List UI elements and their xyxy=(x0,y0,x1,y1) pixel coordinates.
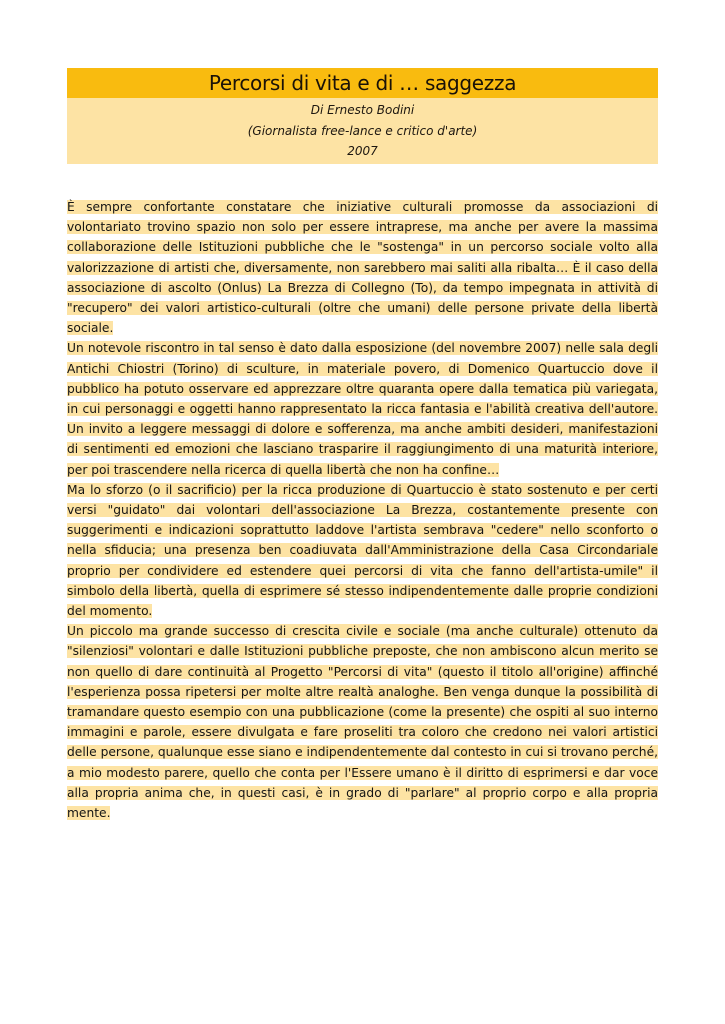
author-line: Di Ernesto Bodini xyxy=(310,103,415,117)
paragraph-text: Un notevole riscontro in tal senso è dato dalla esposizione (del novembre 2007) nelle sala degli Antichi Chiostri (Torino) di sculture, in materiale povero, di Domenico Quartuccio dove il pubblico ha potuto osservare ed apprezzare oltre quaranta opere dalla tematica più variegata, in cui personaggi e oggetti hanno rappresentato la ricca fantasia e l'abilità creativa dell'autore. Un invito a leggere messaggi di dolore e sofferenza, ma anche ambiti desideri, manifestazioni di sentimenti ed emozioni che lasciano trasparire il raggiungimento di una maturità interiore, per poi trascendere nella ricerca di quella libertà che non ha confine… xyxy=(67,341,658,477)
article-header xyxy=(67,68,658,164)
paragraph xyxy=(67,338,658,479)
paragraph-text: È sempre confortante constatare che iniziative culturali promosse da associazioni di volontariato trovino spazio non solo per essere intraprese, ma anche per avere la massima collaborazione delle Istituzioni pubbliche che le "sostenga" in un percorso sociale volto alla valorizzazione di artisti che, diversamente, non sarebbero mai saliti alla ribalta… È il caso della associazione di ascolto (Onlus) La Brezza di Collegno (To), da tempo impegnata in attività di "recupero" dei valori artistico-culturali (oltre che umani) delle persone private della libertà sociale. xyxy=(67,200,658,336)
byline-block xyxy=(67,98,658,164)
paragraph xyxy=(67,621,658,823)
author-role: (Giornalista free-lance e critico d'arte) xyxy=(247,123,478,138)
title-band xyxy=(67,68,658,98)
paragraph xyxy=(67,197,658,338)
paragraph xyxy=(67,480,658,621)
paragraph-text: Un piccolo ma grande successo di crescita civile e sociale (ma anche culturale) ottenuto da "silenziosi" volontari e dalle Istituzioni pubbliche preposte, che non ambiscono alcun merito se non quello di dare continuità al Progetto "Percorsi di vita" (questo il titolo all'origine) affinché l'esperienza possa ripetersi per molte altre realtà analoghe. Ben venga dunque la possibilità di tramandare questo esempio con una pubblicazione (come la presente) che ospiti al suo interno immagini e parole, essere divulgata e fare proseliti tra coloro che credono nei valori artistici delle persone, qualunque esse siano e indipendentemente dal contesto in cui si trovano perché, a mio modesto parere, quello che conta per l'Essere umano è il diritto di esprimersi e dar voce alla propria anima che, in questi casi, è in grado di "parlare" al proprio corpo e alla propria mente. xyxy=(67,624,658,821)
paragraph-text: Ma lo sforzo (o il sacrificio) per la ricca produzione di Quartuccio è stato sostenuto e per certi versi "guidato" dai volontari dell'associazione La Brezza, costantemente presente con suggerimenti e indicazioni soprattutto laddove l'artista sembrava "cedere" nello sconforto o nella sfiducia; una presenza ben coadiuvata dall'Amministrazione della Casa Circondariale proprio per condividere ed estendere quei percorsi di vita che fanno dell'artista-umile" il simbolo della libertà, quella di esprimere sé stesso indipendentemente dalle proprie condizioni del momento. xyxy=(67,482,658,619)
page-title: Percorsi di vita e di … saggezza xyxy=(208,71,517,95)
article-body xyxy=(67,197,658,823)
publication-year: 2007 xyxy=(347,144,378,158)
